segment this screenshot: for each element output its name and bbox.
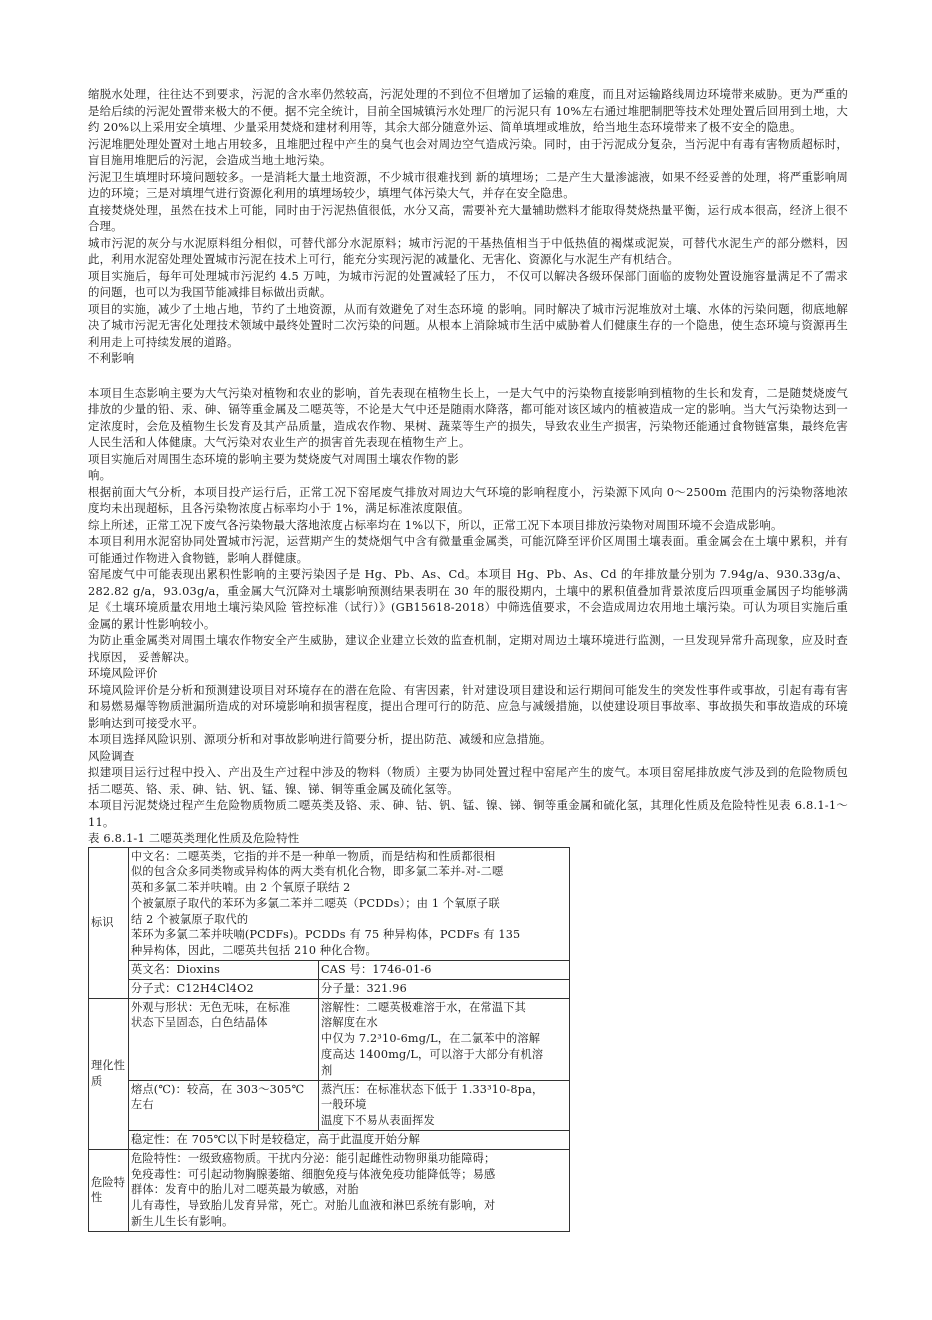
cell-line: 溶解度在水 [321, 1016, 378, 1030]
cell-line: 免疫毒性：可引起动物胸腺萎缩、细胞免疫与体液免疫功能降低等；易感 [131, 1167, 496, 1181]
paragraph: 为防止重金属类对周围土壤农作物安全产生威胁，建议企业建立长效的监查机制，定期对周边土壤环境进行监测，一旦发现异常升高现象，应及时查找原因， 妥善解决。 [88, 633, 848, 664]
cell-line: 状态下呈固态，白色结晶体 [131, 1016, 268, 1030]
cell-line: 度高达 1400mg/L，可以溶于大部分有机溶 [321, 1048, 544, 1062]
english-name-cell: 英文名：Dioxins [129, 961, 319, 980]
cell-line: 中文名：二噁英类，它指的并不是一种单一物质，而是结构和性质都很相 [131, 849, 496, 863]
paragraph: 项目实施后对周围生态环境的影响主要为焚烧废气对周围土壤农作物的影 [88, 451, 459, 466]
cell-line: 结 2 个被氯原子取代的 [131, 912, 249, 926]
cas-number-cell: CAS 号：1746-01-6 [319, 961, 570, 980]
row-label-hazard: 危险特性 [89, 1149, 129, 1231]
vapor-pressure-cell [319, 1080, 570, 1130]
section-heading-adverse-impact: 不利影响 [88, 351, 135, 365]
cell-line: 群体：发育中的胎儿对二噁英最为敏感，对胎 [131, 1183, 359, 1197]
paragraph: 响。 [88, 468, 112, 482]
row-label-physchem: 理化性质 [89, 998, 129, 1149]
cell-line: 温度下不易从表面挥发 [321, 1114, 435, 1128]
paragraph: 直接焚烧处理，虽然在技术上可能，同时由于污泥热值很低，水分又高，需要补充大量辅助燃料才能取得焚烧热量平衡，运行成本很高，经济上很不合理。 [88, 202, 848, 233]
cell-line: 一般环境 [321, 1098, 367, 1112]
cell-line: 个被氯原子取代的苯环为多氯二苯并二噁英（PCDDs）；由 1 个氧原子联 [131, 896, 500, 910]
table-caption: 表 6.8.1-1 二噁英类理化性质及危险特性 [88, 831, 300, 845]
hazard-description-cell [129, 1149, 570, 1231]
paragraph: 本项目选择风险识别、源项分析和对事故影响进行简要分析，提出防范、减缓和应急措施。 [88, 732, 552, 746]
paragraph: 项目实施后，每年可处理城市污泥约 4.5 万吨，为城市污泥的处置减轻了压力， 不仅可以解决各级环保部门面临的废物处置设施容量满足不了需求的问题，也可以为我国节能减排目标做出贡献。 [88, 268, 848, 299]
stability-cell: 稳定性：在 705℃以下时是较稳定，高于此温度开始分解 [129, 1131, 570, 1150]
cell-line: 危险特性：一级致癌物质。干扰内分泌：能引起雌性动物卵巢功能障碍； [131, 1151, 496, 1165]
cell-line: 似的包含众多同类物或异构体的两大类有机化合物，即多氯二苯并-对-二噁 [131, 865, 504, 879]
paragraph: 本项目生态影响主要为大气污染对植物和农业的影响，首先表现在植物生长上，一是大气中的污染物直接影响到植物的生长和发育，二是随焚烧废气排放的少量的铅、汞、砷、镉等重金属及二噁英等，不论是大气中还是随雨水降落，都可能对该区域内的植被造成一定的影响。当大气污染物达到一定浓度时，会危及植物生长发育及其产品质量，造成农作物、果树、蔬菜等生产的损失，导致农业生产损害，污染物还能通过食物链富集，最终危害人民生活和人体健康。大气污染对农业生产的损害首先表现在植物生产上。 [88, 385, 848, 449]
dioxin-properties-table [88, 847, 570, 1232]
cell-line: 溶解性：二噁英极难溶于水，在常温下其 [321, 1000, 526, 1014]
paragraph: 本项目利用水泥窑协同处置城市污泥，运营期产生的焚烧烟气中含有微量重金属类，可能沉降至评价区周围土壤表面。重金属会在土壤中累积，并有可能通过作物进入食物链，影响人群健康。 [88, 534, 848, 565]
paragraph: 窑尾废气中可能表现出累积性影响的主要污染因子是 Hg、Pb、As、Cd。本项目 Hg、Pb、As、Cd 的年排放量分别为 7.94g/a、930.33g/a、282.82 g/a，93.03g/a，重金属大气沉降对土壤影响预测结果表明在 30 年的服役期内，土壤中的累积值叠加背景浓度后四项重金属因子均能够满足《土壤环境质量农用地土壤污染风险 管控标准（试行）》(GB15618-2018）中筛选值要求，不会造成周边农用地土壤污染。可认为项目实施后重金属的累计性影响较小。 [88, 567, 848, 631]
identity-description-cell [129, 847, 570, 961]
paragraph: 项目的实施，减少了土地占地，节约了土地资源，从而有效避免了对生态环境 的影响。同时解决了城市污泥堆放对土壤、水体的污染问题，彻底地解决了城市污泥无害化处理技术领域中最终处置时二次污染的问题。从根本上消除城市生活中威胁着人们健康生存的一个隐患，使生态环境与资源再生利用走上可持续发展的道路。 [88, 301, 848, 349]
cell-line: 熔点(℃)：较高，在 303～305℃ [131, 1082, 305, 1096]
paragraph: 污泥卫生填埋时环境问题较多。一是消耗大量土地资源，不少城市很难找到 新的填埋场；二是产生大量渗滤液，如果不经妥善的处理，将严重影响周边的环境；三是对填埋气进行资源化利用的填埋场较少，填埋气体污染大气，并存在安全隐患。 [88, 169, 848, 200]
paragraph: 综上所述，正常工况下废气各污染物最大落地浓度占标率均在 1%以下，所以，正常工况下本项目排放污染物对周围环境不会造成影响。 [88, 517, 783, 532]
cell-line: 种异构体，因此，二噁英共包括 210 种化合物。 [131, 944, 377, 958]
solubility-cell [319, 998, 570, 1080]
melting-point-cell [129, 1080, 319, 1130]
paragraph: 城市污泥的灰分与水泥原料组分相似，可替代部分水泥原料；城市污泥的干基热值相当于中低热值的褐煤或泥炭，可替代水泥生产的部分燃料，因此，利用水泥窑处理处置城市污泥在技术上可行，能充分实现污泥的减量化、无害化、资源化与水泥生产有机结合。 [88, 235, 848, 266]
blank-gap [88, 367, 848, 385]
row-label-identity: 标识 [89, 847, 129, 998]
paragraph: 本项目污泥焚烧过程产生危险物质物质二噁英类及铬、汞、砷、钴、钒、锰、镍、锑、铜等重金属和硫化氢，其理化性质及危险特性见表 6.8.1-1～11。 [88, 798, 848, 829]
section-heading-risk-assessment: 环境风险评价 [88, 666, 158, 680]
paragraph: 污泥堆肥处理处置对土地占用较多，且堆肥过程中产生的臭气也会对周边空气造成污染。同时，由于污泥成分复杂，当污泥中有毒有害物质超标时，盲目施用堆肥后的污泥，会造成当地土地污染。 [88, 136, 848, 167]
appearance-cell [129, 998, 319, 1080]
paragraph: 根据前面大气分析，本项目投产运行后，正常工况下窑尾废气排放对周边大气环境的影响程度小，污染源下风向 0～2500m 范围内的污染物落地浓度均未出现超标，且各污染物浓度占标率均小于 1%，满足标准浓度限值。 [88, 484, 848, 515]
cell-line: 英和多氯二苯并呋喃。由 2 个氧原子联结 2 [131, 881, 351, 895]
cell-line: 儿有毒性，导致胎儿发育异常，死亡。对胎儿血液和淋巴系统有影响，对 [131, 1199, 496, 1213]
cell-line: 新生儿生长有影响。 [131, 1215, 234, 1229]
cell-line: 苯环为多氯二苯并呋喃(PCDFs)。PCDDs 有 75 种异构体，PCDFs 有 135 [131, 928, 521, 942]
paragraph: 环境风险评价是分析和预测建设项目对环境存在的潜在危险、有害因素，针对建设项目建设和运行期间可能发生的突发性事件或事故，引起有毒有害和易燃易爆等物质泄漏所造成的对环境影响和损害程度，提出合理可行的防范、应急与减缓措施，以使建设项目事故率、事故损失和事故造成的环境影响达到可接受水平。 [88, 682, 848, 730]
paragraph: 拟建项目运行过程中投入、产出及生产过程中涉及的物料（物质）主要为协同处置过程中窑尾产生的废气。本项目窑尾排放废气涉及到的危险物质包括二噁英、铬、汞、砷、钴、钒、锰、镍、锑、铜等重金属及硫化氢等。 [88, 765, 848, 796]
molecular-formula-cell: 分子式：C12H4Cl4O2 [129, 979, 319, 998]
cell-line: 中仅为 7.2³10-6mg/L，在二氯苯中的溶解 [321, 1032, 541, 1046]
cell-line: 左右 [131, 1098, 154, 1112]
paragraph: 缩脱水处理，往往达不到要求，污泥的含水率仍然较高，污泥处理的不到位不但增加了运输的难度，而且对运输路线周边环境带来威胁。更为严重的是给后续的污泥处置带来极大的不便。据不完全统计，目前全国城镇污水处理厂的污泥只有 10%左右通过堆肥制肥等技术处理处置后回用到土地，大约 20%以上采用安全填埋、少量采用焚烧和建材利用等，其余大部分随意外运、简单填埋或堆放，给当地生态环境带来了极不安全的隐患。 [88, 87, 848, 134]
section-heading-risk-survey: 风险调查 [88, 748, 135, 763]
cell-line: 外观与形状：无色无味，在标准 [131, 1000, 291, 1014]
molecular-weight-cell: 分子量：321.96 [319, 979, 570, 998]
document-page [88, 86, 848, 1232]
cell-line: 蒸汽压：在标准状态下低于 1.33³10-8pa， [321, 1082, 544, 1096]
cell-line: 剂 [321, 1063, 333, 1077]
